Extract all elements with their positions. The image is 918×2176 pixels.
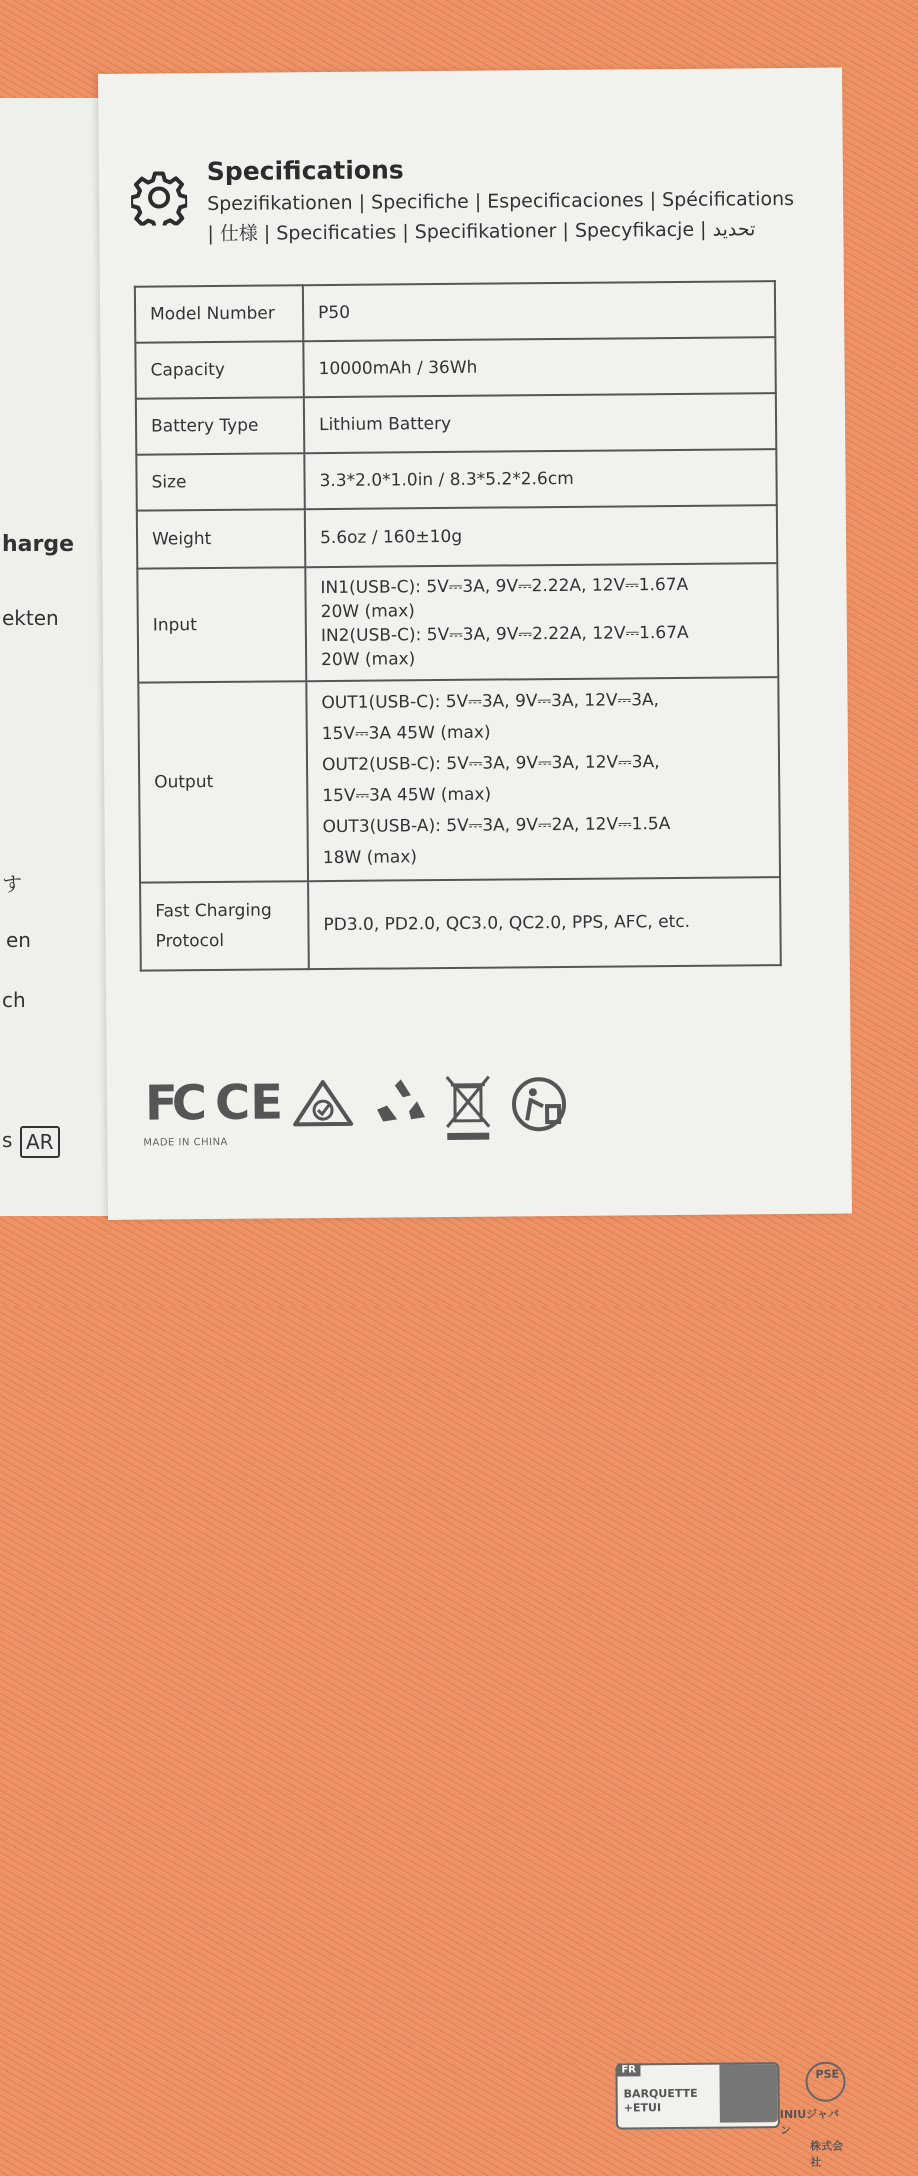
spec-label: Battery Type: [136, 397, 304, 454]
value-line: 10000mAh / 36Wh: [318, 355, 760, 379]
value-line: OUT1(USB-C): 5V⎓3A, 9V⎓3A, 12V⎓3A,: [321, 684, 763, 719]
barquette-text: BARQUETTE: [624, 2087, 698, 2101]
triman-bin-icon: [719, 2064, 778, 2123]
made-in-label: MADE IN CHINA: [143, 1137, 228, 1149]
spec-value: [303, 337, 775, 397]
value-line: OUT2(USB-C): 5V⎓3A, 9V⎓3A, 12V⎓3A,: [322, 746, 764, 781]
ar-badge: AR: [20, 1126, 60, 1158]
value-line: 15V⎓3A 45W (max): [322, 715, 764, 750]
spec-value: [303, 281, 775, 341]
spec-value: [308, 877, 781, 969]
table-row: [136, 393, 776, 455]
left-fragment: en: [6, 928, 31, 952]
pse-block: [779, 2062, 850, 2171]
table-row: [135, 281, 775, 343]
left-fragment: harge: [2, 532, 74, 557]
table-row: [138, 677, 780, 883]
pse-mark: [805, 2062, 845, 2102]
spec-value: [306, 677, 780, 881]
value-line: 20W (max): [321, 596, 763, 624]
page-title: Specifications: [207, 155, 404, 186]
spec-label: Weight: [137, 509, 305, 568]
spec-label: Fast Charging Protocol: [140, 881, 309, 970]
table-row: [135, 337, 775, 399]
left-fragment: ch: [2, 988, 26, 1012]
value-line: 20W (max): [321, 644, 763, 672]
value-line: Lithium Battery: [319, 411, 761, 435]
ce-mark: CE: [215, 1074, 284, 1131]
spec-value: [304, 449, 776, 509]
spec-value: [305, 563, 778, 681]
spec-label: Capacity: [135, 341, 303, 398]
value-line: IN2(USB-C): 5V⎓3A, 9V⎓2.22A, 12V⎓1.67A: [321, 620, 763, 648]
rcm-mark: [291, 1078, 355, 1129]
tidyman-icon: [509, 1076, 569, 1133]
left-fragment: s: [2, 1128, 12, 1152]
barquette-text: +ETUI: [624, 2101, 661, 2114]
value-line: 5.6oz / 160±10g: [320, 524, 762, 548]
spec-page: [98, 68, 852, 1220]
table-row: [137, 563, 778, 683]
spec-table: [134, 280, 782, 972]
spec-label: Input: [137, 567, 306, 682]
spec-label: Model Number: [135, 285, 303, 342]
table-row: [136, 449, 776, 511]
country-tag: FR: [617, 2063, 640, 2076]
value-line: 15V⎓3A 45W (max): [322, 777, 764, 812]
brand-text: INIUジャパン: [780, 2106, 850, 2139]
value-line: 3.3*2.0*1.0in / 8.3*5.2*2.6cm: [319, 467, 761, 491]
spec-value: [304, 393, 776, 453]
pse-text: PSE: [815, 2068, 839, 2081]
gear-icon: [131, 169, 187, 225]
language-list: [207, 184, 808, 249]
spec-label: Size: [136, 453, 304, 510]
weee-bin-icon: [443, 1073, 494, 1143]
triman-label: [615, 2062, 780, 2129]
recycle-icon: [373, 1075, 429, 1129]
value-line: OUT3(USB-A): 5V⎓3A, 9V⎓2A, 12V⎓1.5A: [322, 808, 764, 843]
spec-label: Output: [138, 681, 308, 882]
languages-line: Spezifikationen | Specifiche | Especificaciones | Spécifications: [207, 184, 807, 219]
certification-marks: [141, 1068, 842, 1164]
fcc-logo: FC: [145, 1075, 202, 1131]
left-fragment: す: [2, 868, 22, 897]
table-row: [140, 877, 781, 971]
left-fragment: ekten: [2, 606, 59, 630]
value-line: IN1(USB-C): 5V⎓3A, 9V⎓2.22A, 12V⎓1.67A: [320, 572, 762, 600]
value-line: P50: [318, 299, 760, 323]
value-line: PD3.0, PD2.0, QC3.0, QC2.0, PPS, AFC, etc.: [323, 906, 765, 940]
value-line: 18W (max): [323, 839, 765, 874]
table-row: [137, 505, 777, 569]
languages-line: | 仕様 | Specificaties | Specifikationer | Specyfikacje | تحديد: [207, 214, 807, 249]
spec-value: [305, 505, 777, 567]
brand-text: 株式会社: [810, 2138, 850, 2170]
